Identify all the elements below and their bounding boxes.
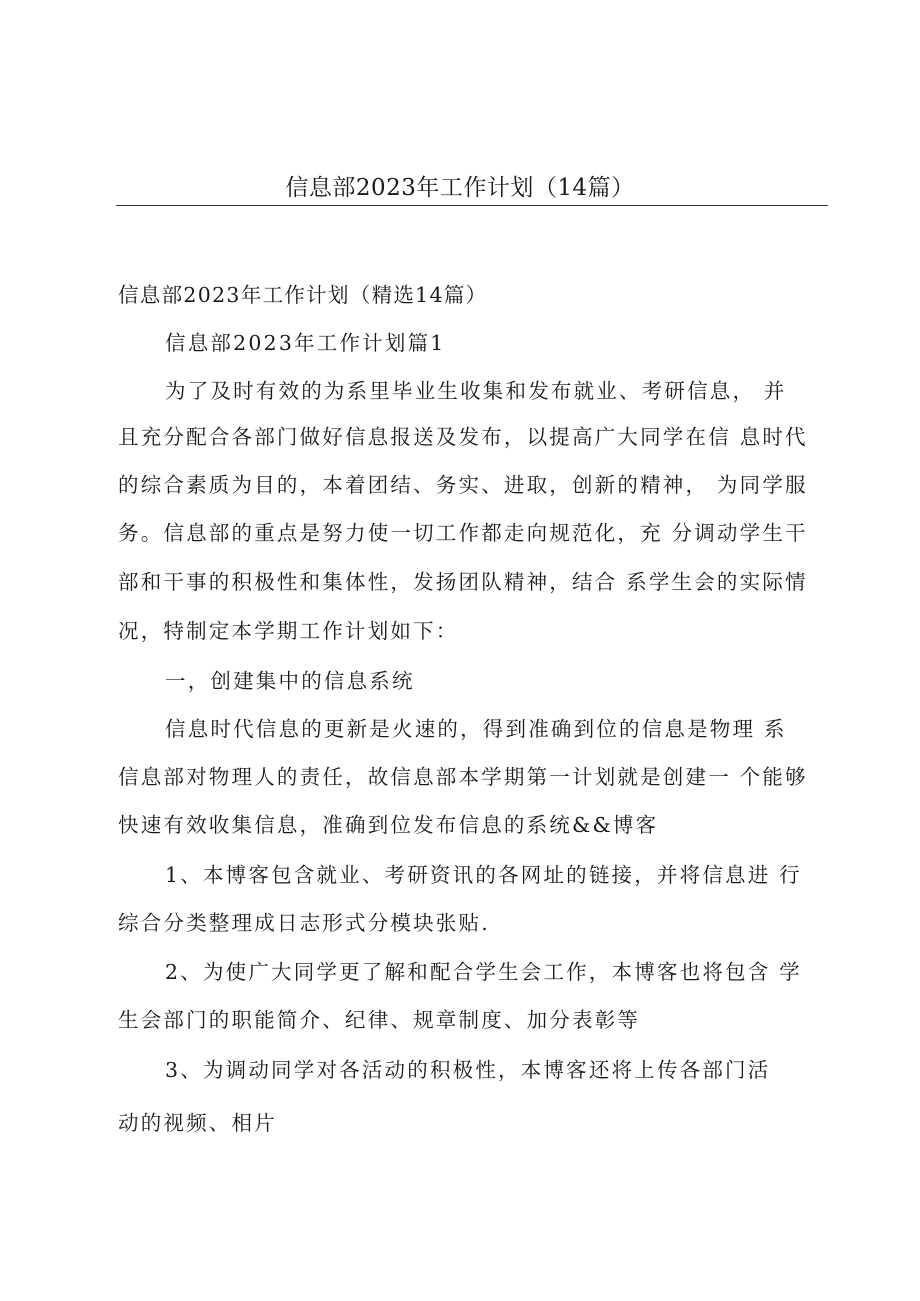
text-line: 信息时代信息的更新是火速的，得到准确到位的信息是物理 系 <box>165 717 787 741</box>
section-heading: 信息部2023年工作计划篇1 <box>165 331 446 355</box>
text-line: 信息部对物理人的责任，故信息部本学期第一计划就是创建一 个能够 <box>118 765 808 789</box>
text-line: 部和干事的积极性和集体性，发扬团队精神，结合 系学生会的实际情 <box>118 570 808 594</box>
text-line: 为了及时有效的为系里毕业生收集和发布就业、考研信息， 并 <box>165 379 787 403</box>
document-title: 信息部2023年工作计划（14篇） <box>285 175 635 201</box>
text-line: 1、本博客包含就业、考研资讯的各网址的链接，并将信息进 行 <box>165 863 802 887</box>
text-line: 动的视频、相片 <box>118 1111 277 1135</box>
text-line: 3、为调动同学对各活动的积极性，本博客还将上传各部门活 <box>165 1058 771 1082</box>
text-line: 且充分配合各部门做好信息报送及发布，以提高广大同学在信 息时代 <box>118 425 808 449</box>
text-line: 况，特制定本学期工作计划如下： <box>118 619 459 643</box>
text-line: 生会部门的职能简介、纪律、规章制度、加分表彰等 <box>118 1008 641 1032</box>
text-line: 2、为使广大同学更了解和配合学生会工作，本博客也将包含 学 <box>165 960 802 984</box>
title-underline <box>116 205 828 206</box>
text-line: 一，创建集中的信息系统 <box>165 669 415 693</box>
text-line: 务。信息部的重点是努力使一切工作都走向规范化，充 分调动学生干 <box>118 521 808 545</box>
text-line: 综合分类整理成日志形式分模块张贴. <box>118 911 490 935</box>
text-line: 的综合素质为目的，本着团结、务实、进取，创新的精神， 为同学服 <box>118 473 808 497</box>
text-line: 快速有效收集信息，准确到位发布信息的系统&&博客 <box>118 813 659 837</box>
document-subtitle: 信息部2023年工作计划（精选14篇） <box>118 283 488 307</box>
